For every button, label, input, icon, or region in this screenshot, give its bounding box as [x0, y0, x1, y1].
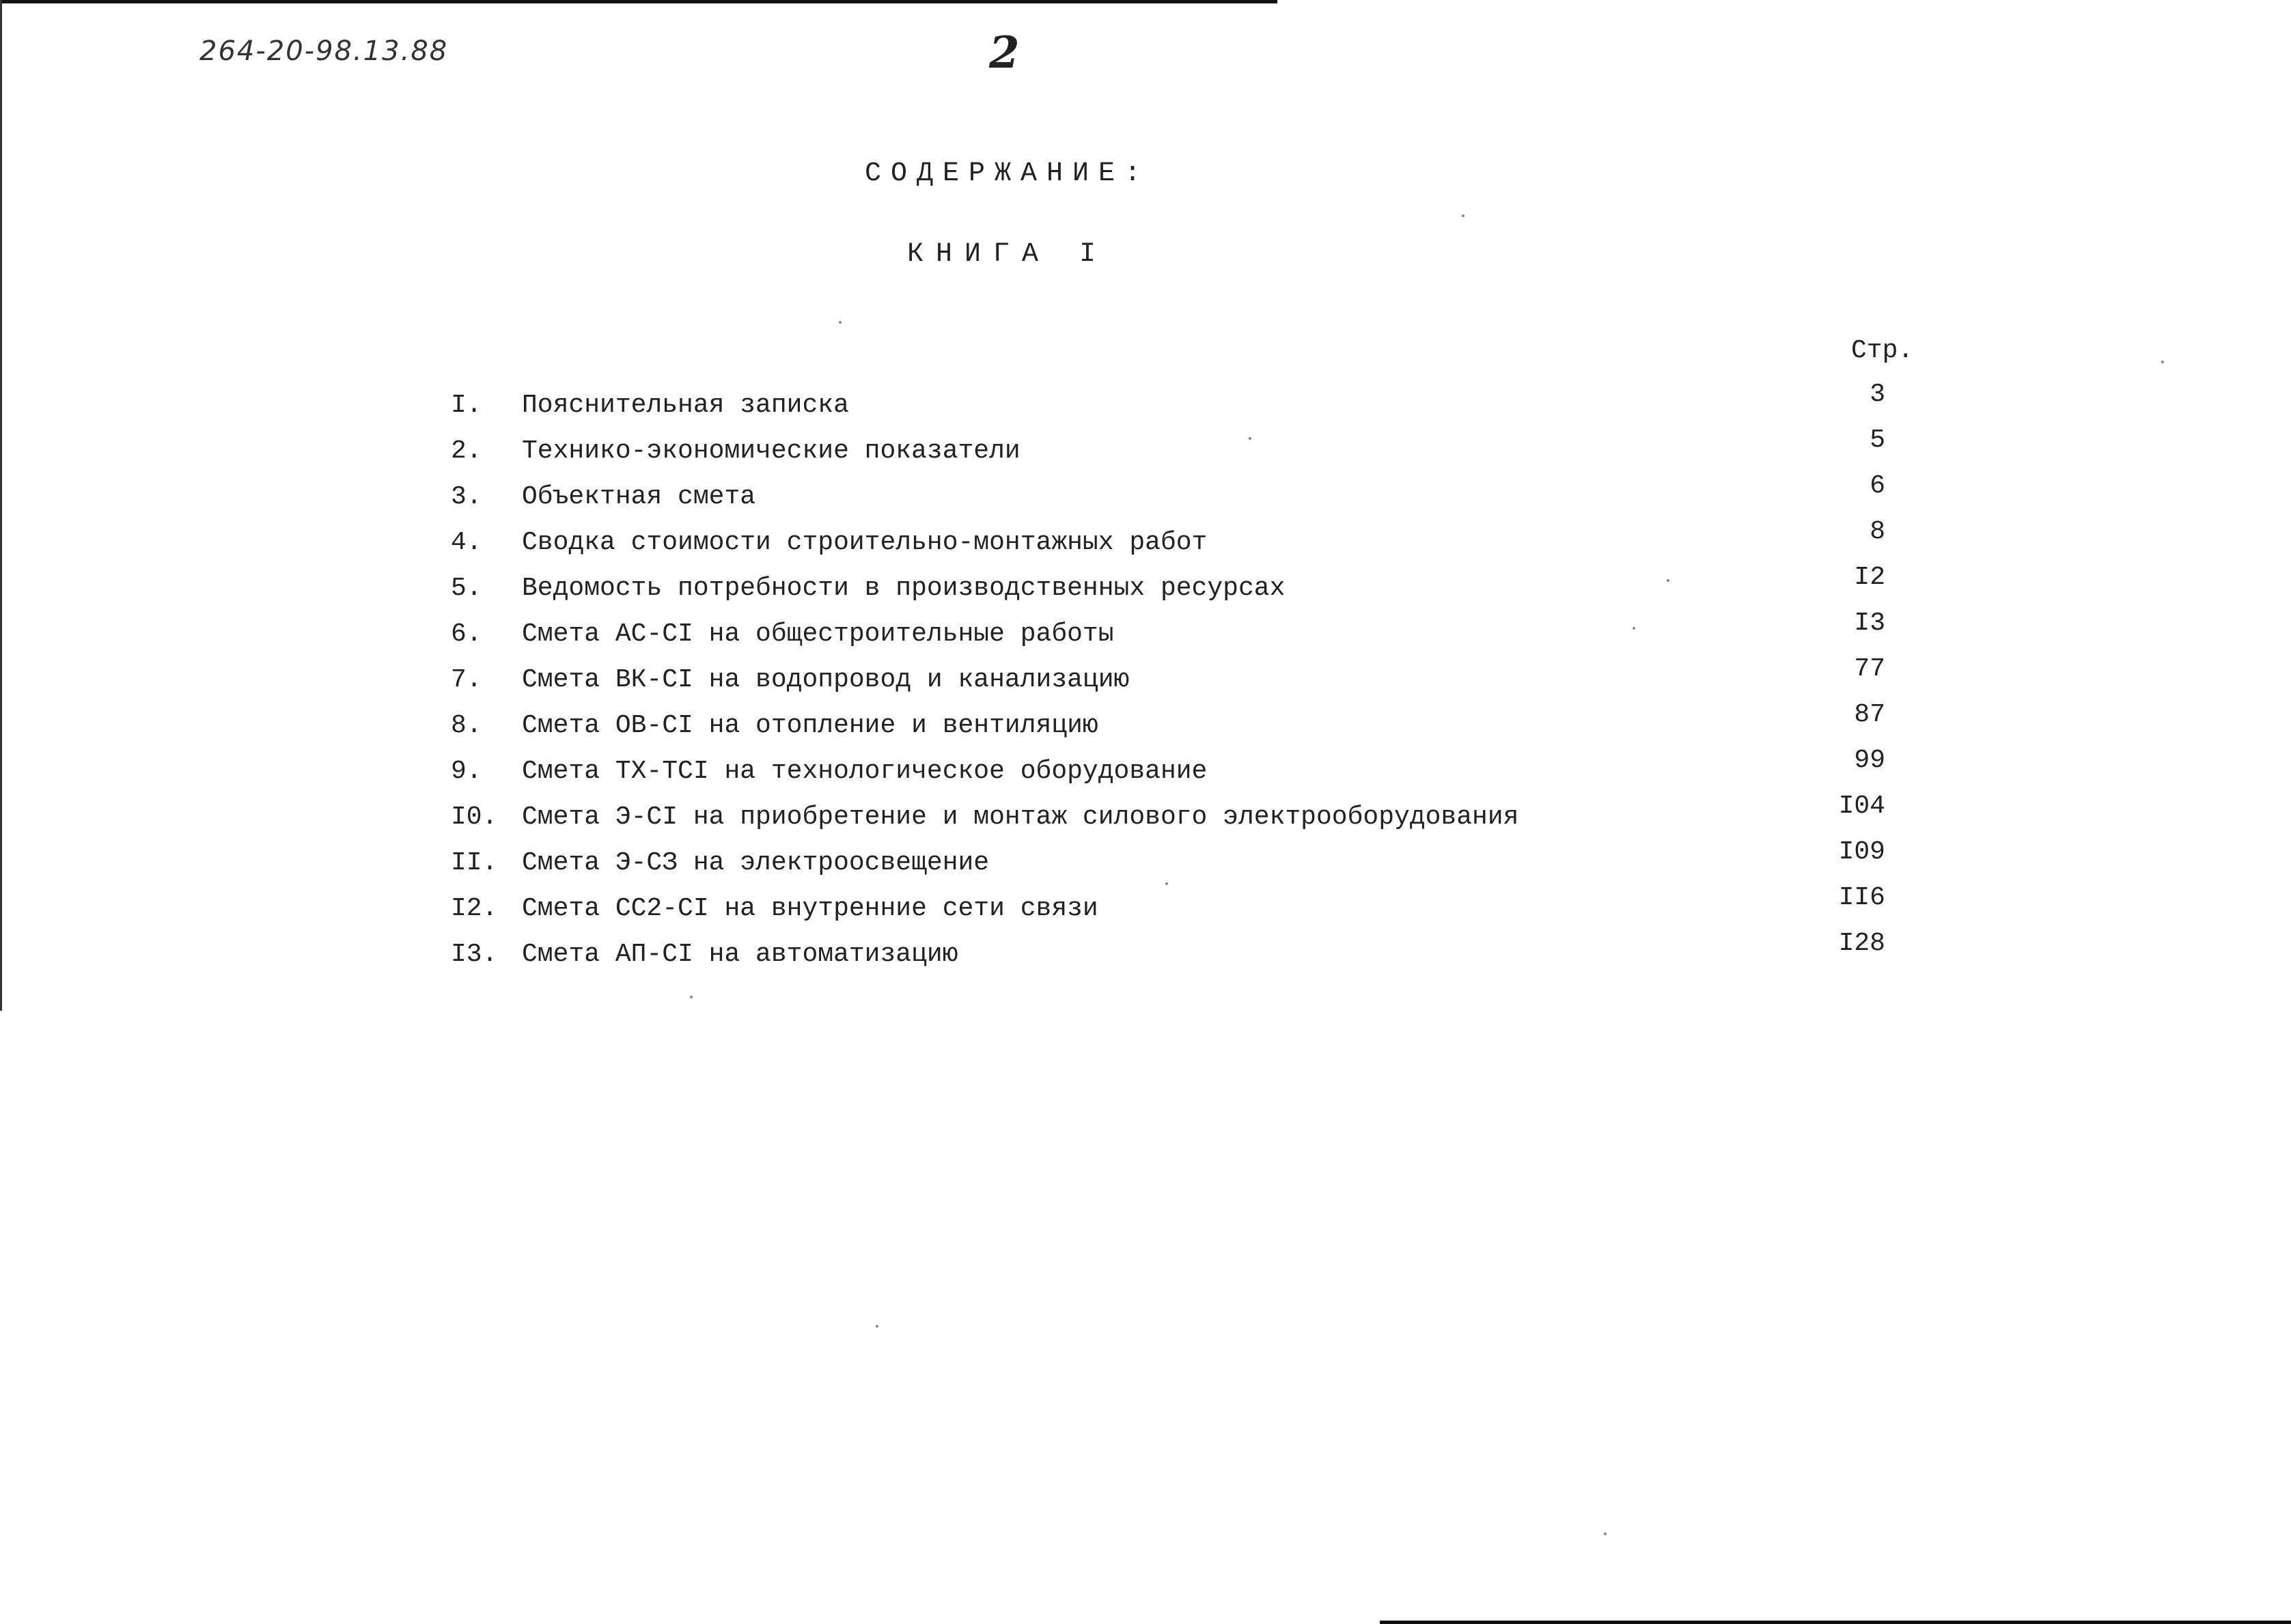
scan-speck — [1633, 627, 1635, 630]
toc-item-number: I2. — [451, 894, 498, 923]
toc-item-number: 7. — [451, 665, 482, 695]
scan-speck — [690, 996, 693, 998]
toc-item-page: 99 — [1854, 746, 1885, 775]
toc-item-number: I0. — [451, 802, 498, 832]
document-code: 264-20-98.13.88 — [199, 36, 449, 67]
page-number: 2 — [989, 27, 1020, 79]
scan-top-edge — [0, 0, 1277, 3]
toc-item-number: 6. — [451, 619, 482, 649]
toc-item-title: Смета ТХ-ТСI на технологическое оборудование — [522, 757, 1208, 786]
toc-item-page: I3 — [1854, 608, 1885, 638]
toc-item-number: 3. — [451, 482, 482, 512]
toc-item-page: I09 — [1838, 837, 1885, 867]
toc-item-number: 8. — [451, 711, 482, 740]
toc-item-page: I04 — [1838, 792, 1885, 821]
toc-item-page: I28 — [1838, 929, 1885, 958]
toc-item-number: 9. — [451, 757, 482, 786]
toc-item-title: Смета СС2-СI на внутренние сети связи — [522, 894, 1098, 923]
scan-speck — [1165, 882, 1168, 885]
toc-item-title: Смета ОВ-СI на отопление и вентиляцию — [522, 711, 1098, 740]
toc-item-number: I. — [451, 391, 482, 420]
toc-item-title: Смета Э-СЗ на электроосвещение — [522, 848, 990, 878]
scan-speck — [2161, 361, 2164, 363]
page-column-header: Стр. — [1851, 336, 1914, 365]
toc-item-title: Смета Э-СI на приобретение и монтаж силового электрооборудования — [522, 802, 1519, 832]
toc-item-title: Смета АП-СI на автоматизацию — [522, 940, 958, 969]
toc-item-page: 8 — [1870, 517, 1885, 546]
toc-item-number: 4. — [451, 528, 482, 557]
toc-item-title: Пояснительная записка — [522, 391, 849, 420]
toc-item-page: 77 — [1854, 654, 1885, 684]
toc-item-number: 2. — [451, 436, 482, 466]
toc-item-page: 87 — [1854, 700, 1885, 729]
toc-item-page: 3 — [1870, 380, 1885, 409]
scan-speck — [876, 1325, 878, 1328]
scan-speck — [839, 321, 842, 324]
scan-bottom-edge — [1380, 1621, 2291, 1624]
toc-item-page: 5 — [1870, 425, 1885, 455]
toc-item-title: Ведомость потребности в производственных ресурсах — [522, 574, 1286, 603]
contents-heading: СОДЕРЖАНИЕ: — [864, 158, 1151, 189]
scan-speck — [1462, 214, 1464, 217]
toc-item-title: Смета ВК-СI на водопровод и канализацию — [522, 665, 1130, 695]
scan-speck — [1667, 579, 1669, 582]
scan-speck — [1604, 1532, 1607, 1535]
book-heading: КНИГА I — [906, 239, 1109, 270]
toc-item-page: II6 — [1838, 883, 1885, 912]
toc-item-number: I3. — [451, 940, 498, 969]
toc-item-title: Технико-экономические показатели — [522, 436, 1020, 466]
toc-item-title: Смета АС-СI на общестроительные работы — [522, 619, 1114, 649]
toc-item-page: 6 — [1870, 471, 1885, 501]
scan-left-edge — [0, 0, 2, 1011]
toc-item-title: Сводка стоимости строительно-монтажных работ — [522, 528, 1208, 557]
toc-item-title: Объектная смета — [522, 482, 756, 512]
toc-item-number: 5. — [451, 574, 482, 603]
toc-item-number: II. — [451, 848, 498, 878]
scan-speck — [1249, 437, 1251, 440]
toc-item-page: I2 — [1854, 563, 1885, 592]
